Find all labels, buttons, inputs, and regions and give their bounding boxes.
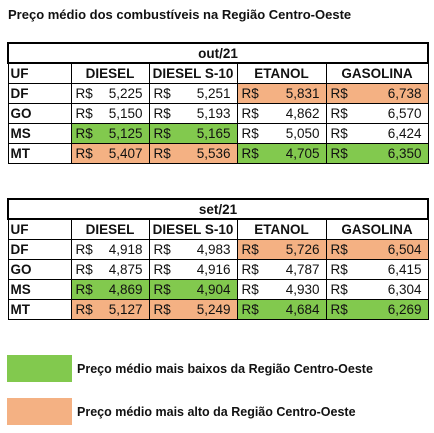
currency-symbol: R$	[153, 85, 171, 101]
column-header-diesel: DIESEL	[71, 219, 149, 239]
state-code: MT	[8, 299, 71, 319]
price-cell	[237, 259, 326, 279]
price-cell	[149, 259, 237, 279]
state-code: DF	[8, 239, 71, 259]
price-cell	[149, 83, 237, 103]
state-code: GO	[8, 103, 71, 123]
price-value: 5,726	[285, 241, 320, 257]
price-cell	[326, 103, 428, 123]
price-value: 6,269	[387, 301, 422, 317]
price-value: 4,916	[196, 261, 231, 277]
currency-symbol: R$	[75, 85, 93, 101]
price-value: 5,249	[196, 301, 231, 317]
legend-label-lowest: Preço médio mais baixos da Região Centro-Oeste	[77, 362, 373, 376]
currency-symbol: R$	[153, 261, 171, 277]
price-cell	[149, 123, 237, 143]
state-code: MS	[8, 123, 71, 143]
legend-swatch-highest	[7, 398, 72, 425]
column-header-gasolina: GASOLINA	[326, 219, 428, 239]
currency-symbol: R$	[330, 105, 348, 121]
currency-symbol: R$	[153, 241, 171, 257]
currency-symbol: R$	[153, 281, 171, 297]
currency-symbol: R$	[330, 145, 348, 161]
column-header-etanol: ETANOL	[237, 63, 326, 83]
column-header-etanol: ETANOL	[237, 219, 326, 239]
state-code: MT	[8, 143, 71, 163]
price-value: 4,904	[196, 281, 231, 297]
price-value: 4,862	[285, 105, 320, 121]
price-value: 4,787	[285, 261, 320, 277]
currency-symbol: R$	[330, 301, 348, 317]
price-value: 5,251	[196, 85, 231, 101]
legend-swatch-lowest	[7, 355, 72, 382]
price-value: 6,304	[387, 281, 422, 297]
price-cell	[149, 143, 237, 163]
table-row-ms	[8, 123, 428, 143]
fuel-price-table-set21	[7, 198, 429, 320]
currency-symbol: R$	[153, 125, 171, 141]
column-header-diesel-s10: DIESEL S-10	[149, 63, 237, 83]
price-value: 5,225	[108, 85, 143, 101]
period-header: out/21	[8, 43, 428, 63]
price-value: 4,705	[285, 145, 320, 161]
state-code: MS	[8, 279, 71, 299]
currency-symbol: R$	[330, 241, 348, 257]
currency-symbol: R$	[75, 105, 93, 121]
price-value: 5,165	[196, 125, 231, 141]
price-cell	[237, 83, 326, 103]
price-cell	[71, 259, 149, 279]
price-cell	[326, 299, 428, 319]
price-value: 5,536	[196, 145, 231, 161]
price-cell	[326, 279, 428, 299]
currency-symbol: R$	[75, 145, 93, 161]
price-value: 5,125	[108, 125, 143, 141]
price-value: 4,684	[285, 301, 320, 317]
state-code: GO	[8, 259, 71, 279]
state-code: DF	[8, 83, 71, 103]
currency-symbol: R$	[153, 145, 171, 161]
price-value: 4,869	[108, 281, 143, 297]
price-value: 4,930	[285, 281, 320, 297]
currency-symbol: R$	[330, 261, 348, 277]
price-cell	[71, 299, 149, 319]
price-cell	[71, 123, 149, 143]
price-cell	[71, 143, 149, 163]
table-row-mt	[8, 299, 428, 319]
price-value: 4,983	[196, 241, 231, 257]
table-row-go	[8, 259, 428, 279]
currency-symbol: R$	[241, 105, 259, 121]
price-value: 5,193	[196, 105, 231, 121]
table-row-ms	[8, 279, 428, 299]
price-cell	[71, 239, 149, 259]
price-cell	[237, 239, 326, 259]
currency-symbol: R$	[75, 301, 93, 317]
currency-symbol: R$	[330, 281, 348, 297]
fuel-price-table-out21	[7, 42, 429, 164]
price-value: 6,570	[387, 105, 422, 121]
column-header-row	[8, 219, 428, 239]
price-cell	[237, 123, 326, 143]
price-cell	[237, 103, 326, 123]
price-value: 4,875	[108, 261, 143, 277]
currency-symbol: R$	[153, 301, 171, 317]
price-value: 4,918	[108, 241, 143, 257]
currency-symbol: R$	[241, 145, 259, 161]
price-cell	[71, 83, 149, 103]
price-cell	[326, 239, 428, 259]
price-value: 6,415	[387, 261, 422, 277]
currency-symbol: R$	[75, 125, 93, 141]
price-cell	[71, 103, 149, 123]
period-header: set/21	[8, 199, 428, 219]
currency-symbol: R$	[241, 241, 259, 257]
price-cell	[237, 143, 326, 163]
price-cell	[326, 123, 428, 143]
currency-symbol: R$	[75, 241, 93, 257]
legend-label-highest: Preço médio mais alto da Região Centro-Oeste	[77, 405, 356, 419]
page-title: Preço médio dos combustíveis na Região Centro-Oeste	[8, 7, 352, 22]
price-cell	[326, 259, 428, 279]
price-value: 5,407	[108, 145, 143, 161]
currency-symbol: R$	[153, 105, 171, 121]
table-row-df	[8, 239, 428, 259]
price-cell	[149, 239, 237, 259]
price-cell	[237, 279, 326, 299]
column-header-diesel-s10: DIESEL S-10	[149, 219, 237, 239]
currency-symbol: R$	[75, 281, 93, 297]
column-header-uf: UF	[8, 63, 71, 83]
table-row-go	[8, 103, 428, 123]
price-cell	[71, 279, 149, 299]
currency-symbol: R$	[241, 125, 259, 141]
price-value: 5,050	[285, 125, 320, 141]
column-header-gasolina: GASOLINA	[326, 63, 428, 83]
currency-symbol: R$	[330, 125, 348, 141]
currency-symbol: R$	[241, 85, 259, 101]
column-header-row	[8, 63, 428, 83]
price-cell	[326, 83, 428, 103]
price-cell	[149, 279, 237, 299]
price-value: 5,127	[108, 301, 143, 317]
currency-symbol: R$	[241, 261, 259, 277]
currency-symbol: R$	[241, 301, 259, 317]
price-value: 6,350	[387, 145, 422, 161]
currency-symbol: R$	[241, 281, 259, 297]
price-value: 5,150	[108, 105, 143, 121]
table-row-df	[8, 83, 428, 103]
price-value: 6,424	[387, 125, 422, 141]
price-value: 6,738	[387, 85, 422, 101]
price-value: 6,504	[387, 241, 422, 257]
price-cell	[237, 299, 326, 319]
price-cell	[149, 299, 237, 319]
currency-symbol: R$	[75, 261, 93, 277]
price-value: 5,831	[285, 85, 320, 101]
currency-symbol: R$	[330, 85, 348, 101]
price-cell	[149, 103, 237, 123]
table-row-mt	[8, 143, 428, 163]
column-header-diesel: DIESEL	[71, 63, 149, 83]
price-cell	[326, 143, 428, 163]
column-header-uf: UF	[8, 219, 71, 239]
